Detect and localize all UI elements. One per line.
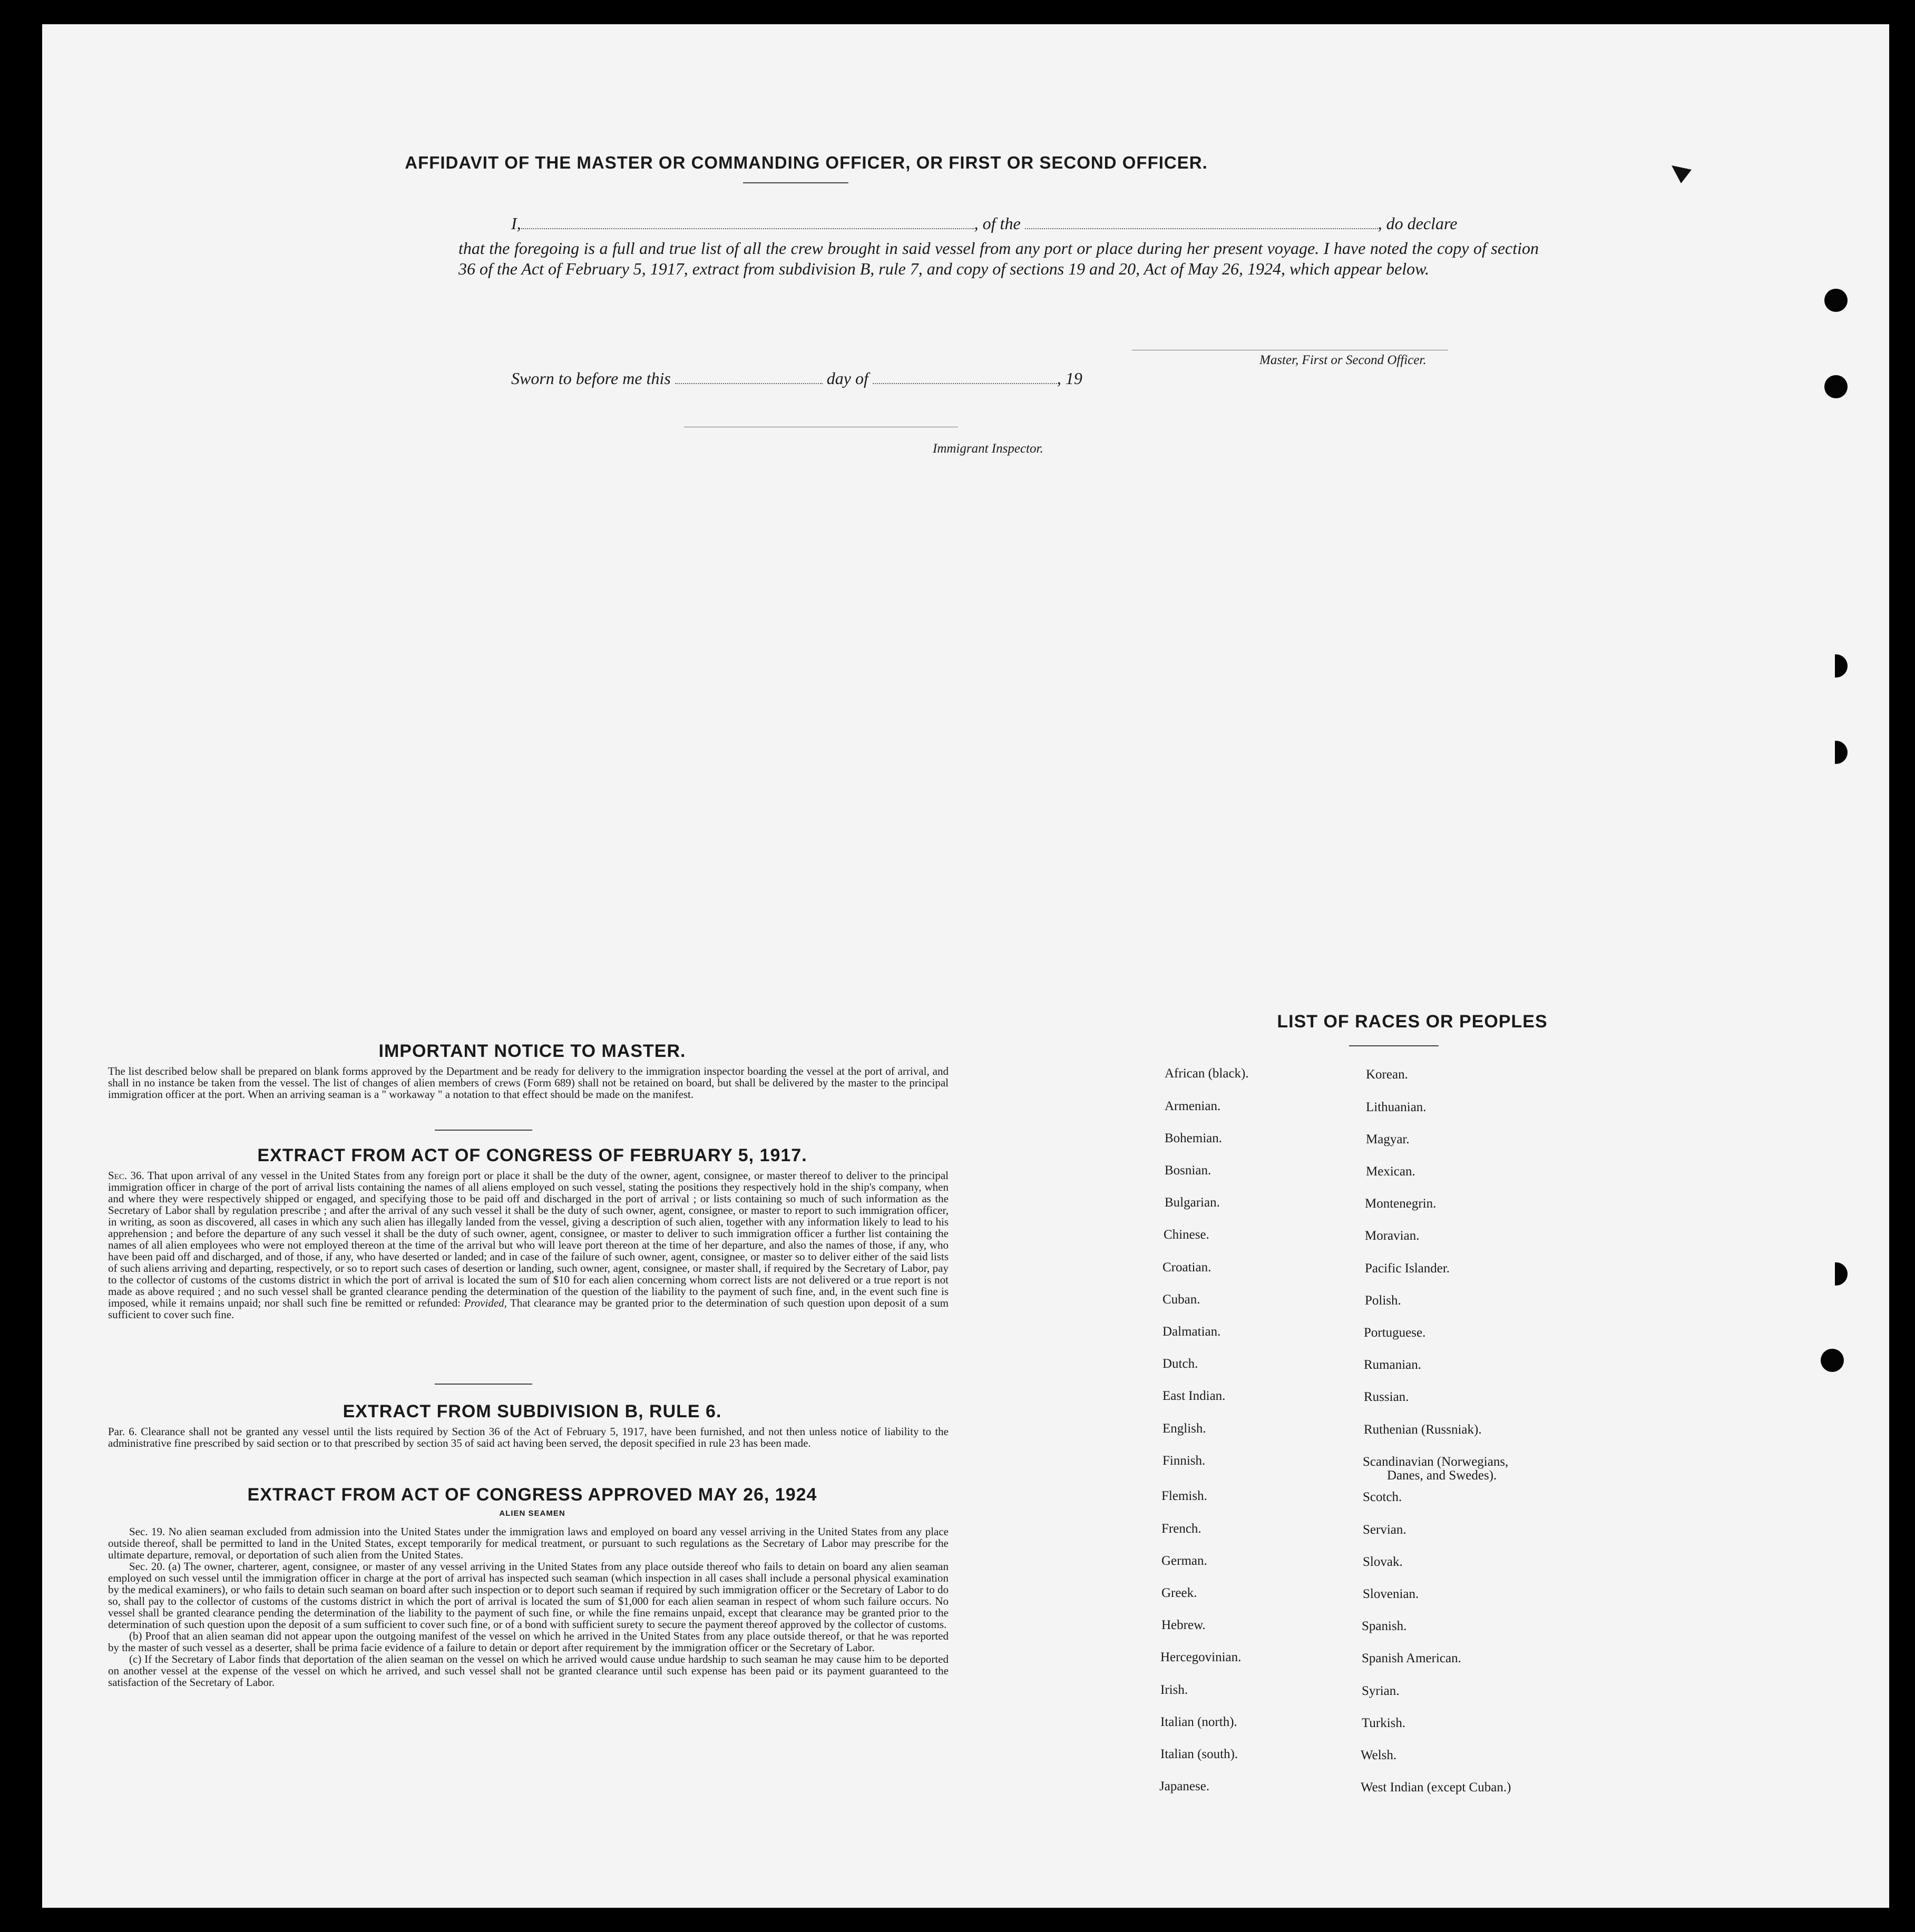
race-right: Slovak. bbox=[1363, 1555, 1403, 1569]
race-left: English. bbox=[1162, 1421, 1206, 1436]
race-right: Spanish. bbox=[1362, 1619, 1407, 1633]
sworn-prefix: Sworn to before me this bbox=[511, 369, 671, 388]
extract-1917-body bbox=[108, 1170, 949, 1320]
triangle-marker-icon bbox=[1670, 162, 1694, 185]
notice-title: IMPORTANT NOTICE TO MASTER. bbox=[378, 1041, 686, 1061]
race-left: African (black). bbox=[1165, 1066, 1249, 1081]
affidavit-i-label: I, bbox=[511, 214, 521, 233]
proviso-label: Provided, bbox=[464, 1297, 507, 1309]
punch-hole bbox=[1821, 1349, 1844, 1372]
race-left: Dalmatian. bbox=[1162, 1325, 1221, 1339]
race-right: Welsh. bbox=[1361, 1748, 1397, 1762]
race-right: Rumanian. bbox=[1364, 1358, 1422, 1372]
punch-hole bbox=[1824, 1262, 1848, 1286]
race-left: Italian (north). bbox=[1160, 1715, 1237, 1729]
extract-1924-subtitle: ALIEN SEAMEN bbox=[499, 1509, 565, 1518]
extract-1924-title: EXTRACT FROM ACT OF CONGRESS APPROVED MAY 26, 1924 bbox=[247, 1485, 817, 1505]
race-right: Russian. bbox=[1364, 1390, 1409, 1404]
race-right: Montenegrin. bbox=[1365, 1197, 1437, 1211]
race-right: Korean. bbox=[1366, 1067, 1408, 1082]
section-36-label: Sec. 36. bbox=[108, 1169, 144, 1182]
divider bbox=[435, 1384, 532, 1385]
race-left: Dutch. bbox=[1162, 1357, 1198, 1371]
race-right: Slovenian. bbox=[1363, 1587, 1419, 1601]
race-left: Japanese. bbox=[1159, 1779, 1210, 1793]
sworn-line bbox=[511, 369, 1082, 388]
race-right: Moravian. bbox=[1365, 1229, 1420, 1243]
extract-1924-body bbox=[108, 1526, 949, 1688]
race-left: Chinese. bbox=[1164, 1228, 1209, 1242]
sworn-year-label: , 19 bbox=[1057, 369, 1082, 388]
race-left: East Indian. bbox=[1162, 1389, 1226, 1403]
race-left: German. bbox=[1161, 1554, 1207, 1568]
race-left: Greek. bbox=[1161, 1586, 1197, 1600]
race-right: Pacific Islander. bbox=[1365, 1261, 1450, 1276]
section-20b-text: (b) Proof that an alien seaman did not appear upon the outgoing manifest of the vessel on which he arrived in the United States from any place outside thereof, or that he was reported by the master of such vessel as a deserter, shall be prima facie evidence of a failure to detain or deport after requirement by the immigration officer or the Secretary of Labor. bbox=[108, 1630, 949, 1654]
race-left: Finnish. bbox=[1162, 1454, 1206, 1468]
do-declare-label: , do declare bbox=[1377, 214, 1458, 233]
race-right: West Indian (except Cuban.) bbox=[1361, 1780, 1511, 1794]
race-left: Bulgarian. bbox=[1165, 1195, 1220, 1210]
divider bbox=[1349, 1045, 1439, 1046]
punch-hole bbox=[1824, 741, 1848, 764]
race-right: Portuguese. bbox=[1364, 1326, 1426, 1340]
inspector-label: Immigrant Inspector. bbox=[933, 442, 1043, 456]
affidavit-body: that the foregoing is a full and true list of all the crew brought in said vessel from any port or place during her present voyage. I have noted the copy of section 36 of the Act of February 5, 1917, extract from subdivision B, rule 7, and copy of sections 19 and 20, Act of May 26, 1924, which appear below. bbox=[458, 239, 1539, 278]
affidavit-title: AFFIDAVIT OF THE MASTER OR COMMANDING OFFICER, OR FIRST OR SECOND OFFICER. bbox=[405, 153, 1208, 172]
race-right: Scotch. bbox=[1363, 1490, 1402, 1504]
race-left: Armenian. bbox=[1165, 1099, 1221, 1113]
race-right: Polish. bbox=[1365, 1293, 1401, 1308]
punch-hole bbox=[1824, 375, 1848, 398]
extract-rule6-body: Par. 6. Clearance shall not be granted any vessel until the lists required by Section 36 of the Act of February 5, 1917, have been furnished, and not then unless notice of liability to the administrative fine prescribed by said section or to that prescribed by section 35 of said act having been served, the deposit specified in rule 23 has been made. bbox=[108, 1425, 949, 1449]
of-the-label: , of the bbox=[974, 214, 1021, 233]
punch-hole bbox=[1824, 654, 1848, 678]
section-36-text: That upon arrival of any vessel in the United States from any foreign port or place it shall be the duty of the owner, agent, consignee, or master thereof to deliver to the principal immigration officer in charge of the port of arrival lists containing the names of all aliens employed on such vessel, stating the positions they respectively hold in the ship's company, when and where they were respectively shipped or engaged, and specifying those to be paid off and discharged in the port of arrival ; or lists containing so much of such information as the Secretary of Labor shall by regulation prescribe ; and after the arrival of any such vessel it shall be the duty of such owner, agent, consignee, or master to report to such immigration officer, in writing, as soon as discovered, all cases in which any such alien has illegally landed from the vessel, giving a description of such alien, together with any information likely to lead to his apprehension ; and before the departure of any such vessel it shall be the duty of such owner, agent, consignee, or master to deliver to such immigration officer a further list containing the names of all alien employees who were not employed thereon at the time of the arrival but who will leave port thereon at the time of her departure, and also the names of those, if any, who have been paid off and discharged, and of those, if any, who have deserted or landed; and in case of the failure of such owner, agent, consignee, or master so to deliver either of the said lists of such aliens arriving and departing, respectively, or so to report such cases of desertion or landing, such owner, agent, consignee, or master shall, if required by the Secretary of Labor, pay to the collector of customs of the customs district in which the port of arrival is located the sum of $10 for each alien concerning whom correct lists are not delivered or a true report is not made as above required ; and no such vessel shall be granted clearance pending the determination of the question of the liability to the payment of such fine, and, in the event such fine is imposed, while it remains unpaid; nor shall such fine be remitted or refunded: bbox=[108, 1169, 949, 1309]
race-right: Danes, and Swedes). bbox=[1387, 1468, 1497, 1483]
proviso-text: That clearance may be granted prior to the determination of such question upon deposit of a sum sufficient to cover such fine. bbox=[108, 1297, 949, 1321]
race-right: Turkish. bbox=[1362, 1716, 1406, 1730]
race-right: Spanish American. bbox=[1362, 1651, 1461, 1665]
punch-hole bbox=[1824, 289, 1848, 312]
section-19-text: Sec. 19. No alien seaman excluded from admission into the United States under the immigration laws and employed on board any vessel arriving in the United States from any place outside thereof, shall be permitted to land in the United States, except temporarily for medical treatment, or pursuant to such regulations as the Secretary of Labor may prescribe for the ultimate departure, removal, or deportation of such alien from the United States. bbox=[108, 1525, 949, 1561]
race-right: Mexican. bbox=[1366, 1164, 1415, 1179]
vessel-field[interactable] bbox=[1025, 228, 1378, 229]
extract-1917-title: EXTRACT FROM ACT OF CONGRESS OF FEBRUARY 5, 1917. bbox=[257, 1145, 807, 1165]
signature-label: Master, First or Second Officer. bbox=[1259, 353, 1427, 367]
race-right: Servian. bbox=[1363, 1523, 1406, 1537]
race-left: Hercegovinian. bbox=[1160, 1650, 1242, 1664]
race-left: Bosnian. bbox=[1165, 1163, 1211, 1178]
race-left: Bohemian. bbox=[1165, 1131, 1223, 1145]
race-right: Scandinavian (Norwegians, bbox=[1363, 1455, 1509, 1469]
sworn-day-field[interactable] bbox=[675, 383, 823, 384]
divider bbox=[743, 182, 848, 183]
section-20c-text: (c) If the Secretary of Labor finds that deportation of the alien seaman on the vessel on which he arrived would cause undue hardship to such seaman he may cause him to be deported on another vessel at the expense of the vessel on which he arrived, and such vessel shall not be granted clearance until such expense has been paid or its payment guaranteed to the satisfaction of the Secretary of Labor. bbox=[108, 1653, 949, 1689]
extract-rule6-title: EXTRACT FROM SUBDIVISION B, RULE 6. bbox=[343, 1401, 722, 1421]
race-left: French. bbox=[1161, 1522, 1201, 1536]
race-right: Magyar. bbox=[1366, 1132, 1410, 1146]
sworn-day-label: day of bbox=[826, 369, 868, 388]
race-left: Flemish. bbox=[1161, 1489, 1207, 1503]
affidavit-declaration-line bbox=[511, 214, 1565, 233]
race-left: Italian (south). bbox=[1160, 1747, 1238, 1761]
race-right: Ruthenian (Russniak). bbox=[1364, 1423, 1482, 1437]
divider bbox=[435, 1130, 532, 1131]
races-title: LIST OF RACES OR PEOPLES bbox=[1277, 1012, 1548, 1032]
notice-body: The list described below shall be prepared on blank forms approved by the Department and be ready for delivery to the immigration inspector boarding the vessel at the port of arrival, and shall in no instance be taken from the vessel. The list of changes of alien members of crews (Form 689) shall not be retained on board, but shall be delivered by the master to the principal immigration officer at the port. When an arriving seaman is a " workaway " a notation to that effect should be made on the manifest. bbox=[108, 1065, 949, 1101]
section-20a-text: Sec. 20. (a) The owner, charterer, agent, consignee, or master of any vessel arriving in the United States from any place outside thereof who fails to detain on board any alien seaman employed on such vessel until the immigration officer in charge at the port of arrival has inspected such seaman (which inspection in all cases shall include a personal physical examination by the medical examiners), or who fails to detain such seaman on board after such inspection or to deport such seaman if required by such immigration officer or the Secretary of Labor to do so, shall pay to the collector of customs of the customs district in which the port of arrival is located the sum of $1,000 for each alien seaman in respect of whom such failure occurs. No vessel shall be granted clearance pending the determination of the liability to the payment of such fine, or while the fine remains unpaid, except that clearance may be granted prior to the determination of such question upon the deposit of a sum sufficient to cover such fine, or of a bond with sufficient surety to secure the payment thereof approved by the collector of customs. bbox=[108, 1560, 949, 1631]
race-left: Irish. bbox=[1160, 1683, 1188, 1697]
race-left: Hebrew. bbox=[1161, 1618, 1206, 1632]
name-field[interactable] bbox=[521, 228, 974, 229]
race-right: Lithuanian. bbox=[1366, 1100, 1427, 1114]
sworn-month-field[interactable] bbox=[873, 383, 1057, 384]
race-right: Syrian. bbox=[1362, 1684, 1400, 1698]
race-left: Cuban. bbox=[1162, 1292, 1200, 1307]
document-page bbox=[42, 24, 1889, 1908]
race-left: Croatian. bbox=[1162, 1260, 1211, 1274]
